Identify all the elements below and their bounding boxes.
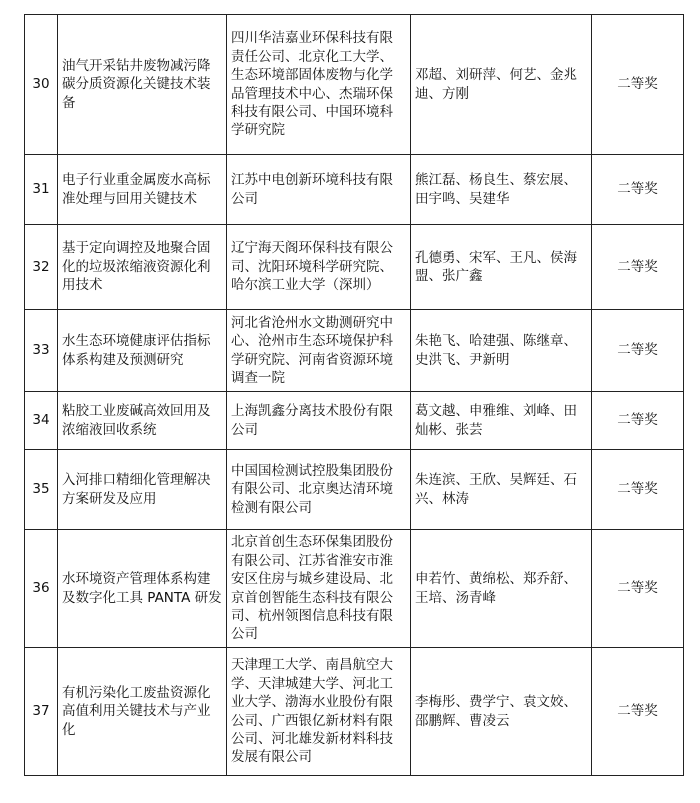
- project-name: 基于定向调控及地聚合固化的垃圾浓缩液资源化利用技术: [58, 225, 227, 310]
- award-level: 二等奖: [592, 530, 684, 648]
- row-number: 30: [25, 15, 58, 155]
- completion-units: 北京首创生态环保集团股份有限公司、江苏省淮安市淮安区住房与城乡建设局、北京首创智能生态科技有限公司、杭州领图信息科技有限公司: [227, 530, 411, 648]
- completion-units: 河北省沧州水文勘测研究中心、沧州市生态环境保护科学研究院、河南省资源环境调查一院: [227, 310, 411, 392]
- completion-people: 孔德勇、宋军、王凡、侯海盟、张广鑫: [411, 225, 592, 310]
- project-name: 油气开采钻井废物减污降碳分质资源化关键技术装备: [58, 15, 227, 155]
- row-number: 36: [25, 530, 58, 648]
- table-row: [25, 225, 684, 310]
- table-row: [25, 530, 684, 648]
- completion-units: 辽宁海天阁环保科技有限公司、沈阳环境科学研究院、哈尔滨工业大学（深圳）: [227, 225, 411, 310]
- project-name: 电子行业重金属废水高标准处理与回用关键技术: [58, 155, 227, 225]
- award-level: 二等奖: [592, 310, 684, 392]
- row-number: 32: [25, 225, 58, 310]
- award-level: 二等奖: [592, 648, 684, 776]
- completion-units: 江苏中电创新环境科技有限公司: [227, 155, 411, 225]
- project-name: 水环境资产管理体系构建及数字化工具 PANTA 研发: [58, 530, 227, 648]
- row-number: 31: [25, 155, 58, 225]
- completion-people: 朱艳飞、哈建强、陈继章、史洪飞、尹新明: [411, 310, 592, 392]
- award-level: 二等奖: [592, 392, 684, 450]
- completion-people: 邓超、刘研萍、何艺、金兆迪、方刚: [411, 15, 592, 155]
- row-number: 35: [25, 450, 58, 530]
- completion-units: 上海凯鑫分离技术股份有限公司: [227, 392, 411, 450]
- table-row: [25, 450, 684, 530]
- row-number: 37: [25, 648, 58, 776]
- table-row: [25, 648, 684, 776]
- completion-units: 中国国检测试控股集团股份有限公司、北京奥达清环境检测有限公司: [227, 450, 411, 530]
- table-row: [25, 155, 684, 225]
- awards-table: [24, 14, 684, 776]
- project-name: 水生态环境健康评估指标体系构建及预测研究: [58, 310, 227, 392]
- row-number: 34: [25, 392, 58, 450]
- table-row: [25, 310, 684, 392]
- completion-people: 熊江磊、杨良生、蔡宏展、田宇鸣、吴建华: [411, 155, 592, 225]
- award-level: 二等奖: [592, 15, 684, 155]
- completion-units: 天津理工大学、南昌航空大学、天津城建大学、河北工业大学、渤海水业股份有限公司、广西银亿新材料有限公司、河北雄发新材料科技发展有限公司: [227, 648, 411, 776]
- row-number: 33: [25, 310, 58, 392]
- completion-people: 朱连滨、王欣、吴辉廷、石兴、林涛: [411, 450, 592, 530]
- project-name: 入河排口精细化管理解决方案研发及应用: [58, 450, 227, 530]
- completion-units: 四川华洁嘉业环保科技有限责任公司、北京化工大学、生态环境部固体废物与化学品管理技术中心、杰瑞环保科技有限公司、中国环境科学研究院: [227, 15, 411, 155]
- award-level: 二等奖: [592, 155, 684, 225]
- award-level: 二等奖: [592, 225, 684, 310]
- completion-people: 李梅彤、费学宁、袁文姣、邵鹏辉、曹凌云: [411, 648, 592, 776]
- table-row: [25, 392, 684, 450]
- project-name: 有机污染化工废盐资源化高值利用关键技术与产业化: [58, 648, 227, 776]
- table-row: [25, 15, 684, 155]
- project-name: 粘胶工业废碱高效回用及浓缩液回收系统: [58, 392, 227, 450]
- award-level: 二等奖: [592, 450, 684, 530]
- completion-people: 葛文越、申雅维、刘峰、田灿彬、张芸: [411, 392, 592, 450]
- completion-people: 申若竹、黄绵松、郑乔舒、王培、汤青峰: [411, 530, 592, 648]
